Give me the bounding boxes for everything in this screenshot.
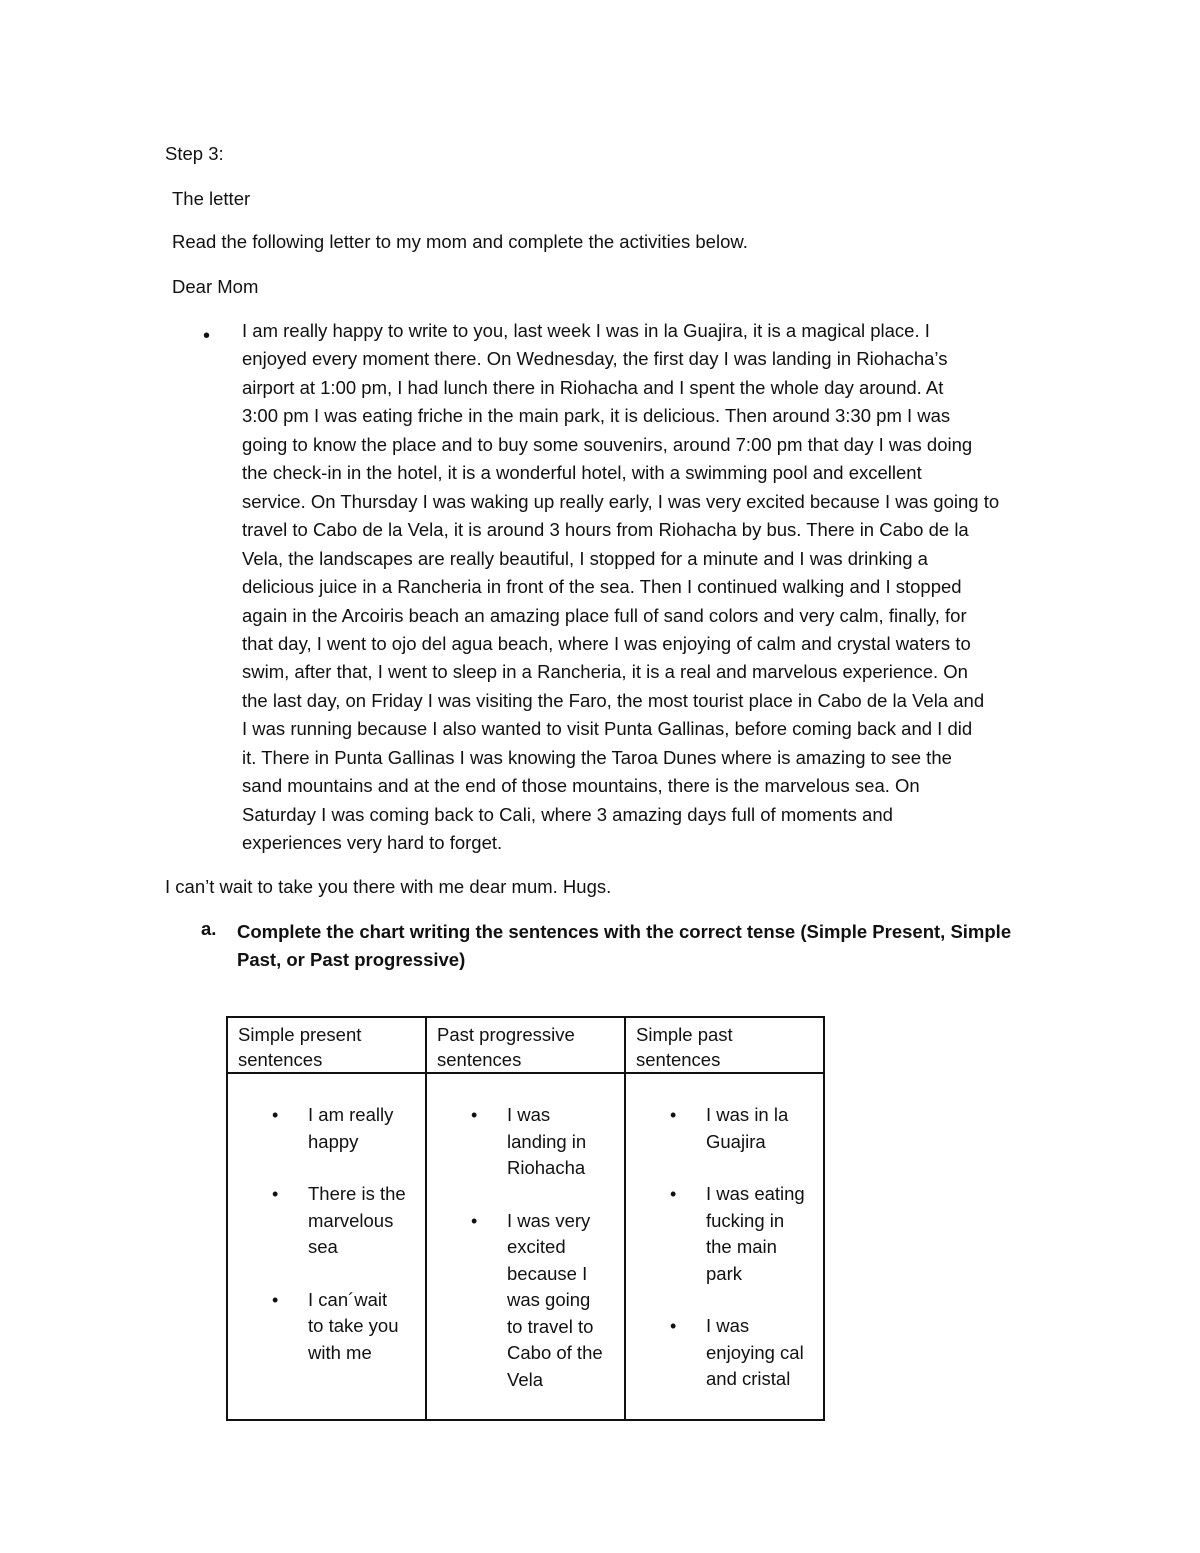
list-item	[626, 1181, 823, 1287]
past-progressive-list	[427, 1102, 624, 1393]
letter-title: The letter	[172, 188, 251, 209]
column-header-simple-past: Simple past sentences	[625, 1017, 824, 1073]
column-header-past-progressive: Past progressive sentences	[426, 1017, 625, 1073]
task-marker: a.	[201, 918, 217, 939]
list-item	[626, 1313, 823, 1393]
bullet-icon: •	[272, 1105, 279, 1125]
sentence-text: I was very excited because I was going to travel to Cabo of the Vela	[507, 1209, 603, 1390]
list-item	[626, 1102, 823, 1155]
column-header-simple-present: Simple present sentences	[227, 1017, 426, 1073]
list-item	[228, 1102, 425, 1155]
letter-bullet-icon: •	[203, 325, 211, 347]
sentence-text: There is the marvelous sea	[308, 1183, 406, 1257]
past-progressive-cell	[426, 1073, 625, 1420]
bullet-icon: •	[670, 1316, 677, 1336]
bullet-icon: •	[272, 1184, 279, 1204]
sentence-text: I am really happy	[308, 1104, 394, 1152]
simple-past-cell	[625, 1073, 824, 1420]
simple-present-cell	[227, 1073, 426, 1420]
list-item	[427, 1208, 624, 1394]
letter-closing: I can’t wait to take you there with me dear mum. Hugs.	[165, 876, 612, 897]
chart-body-row	[227, 1073, 824, 1420]
tense-chart	[226, 1016, 825, 1421]
sentence-text: I can´wait to take you with me	[308, 1288, 399, 1363]
chart-header-row	[227, 1017, 824, 1073]
list-item	[427, 1102, 624, 1182]
bullet-icon: •	[272, 1289, 279, 1310]
list-item	[228, 1181, 425, 1261]
sentence-text: I was enjoying cal and cristal	[706, 1315, 804, 1389]
sentence-text: I was eating fucking in the main park	[706, 1183, 805, 1284]
sentence-text: I was in la Guajira	[706, 1104, 789, 1152]
simple-present-list	[228, 1102, 425, 1366]
salutation: Dear Mom	[172, 276, 259, 297]
step-heading: Step 3:	[165, 143, 224, 164]
bullet-icon: •	[471, 1105, 478, 1125]
sentence-text: I was landing in Riohacha	[507, 1104, 587, 1178]
bullet-icon: •	[471, 1210, 478, 1231]
task-instruction: Complete the chart writing the sentences with the correct tense (Simple Present, Simple Past, or Past progressive)	[237, 921, 1012, 970]
bullet-icon: •	[670, 1184, 677, 1204]
instructions-text: Read the following letter to my mom and complete the activities below.	[172, 231, 748, 252]
bullet-icon: •	[670, 1105, 677, 1125]
simple-past-list	[626, 1102, 823, 1393]
letter-body: I am really happy to write to you, last week I was in la Guajira, it is a magical place. I enjoyed every moment there. On Wednesday, the first day I was landing in Riohacha’s airport at 1:00 pm, I had lunch there in Riohacha and I spent the whole day around. At 3:00 pm I was eating friche in the main park, it is delicious. Then around 3:30 pm I was going to know the place and to buy some souvenirs, around 7:00 pm that day I was doing the check-in in the hotel, it is a wonderful hotel, with a swimming pool and excellent service. On Thursday I was waking up really early, I was very excited because I was going to travel to Cabo de la Vela, it is around 3 hours from Riohacha by bus. There in Cabo de la Vela, the landscapes are really beautiful, I stopped for a minute and I was drinking a delicious juice in a Rancheria in front of the sea. Then I continued walking and I stopped again in the Arcoiris beach an amazing place full of sand colors and very calm, finally, for that day, I went to ojo del agua beach, where I was enjoying of calm and crystal waters to swim, after that, I went to sleep in a Rancheria, it is a real and marvelous experience. On the last day, on Friday I was visiting the Faro, the most tourist place in Cabo de la Vela and I was running because I also wanted to visit Punta Gallinas, before coming back and I did it. There in Punta Gallinas I was knowing the Taroa Dunes where is amazing to see the sand mountains and at the end of those mountains, there is the marvelous sea. On Saturday I was coming back to Cali, where 3 amazing days full of moments and experiences very hard to forget.	[242, 320, 1000, 854]
list-item	[228, 1287, 425, 1367]
